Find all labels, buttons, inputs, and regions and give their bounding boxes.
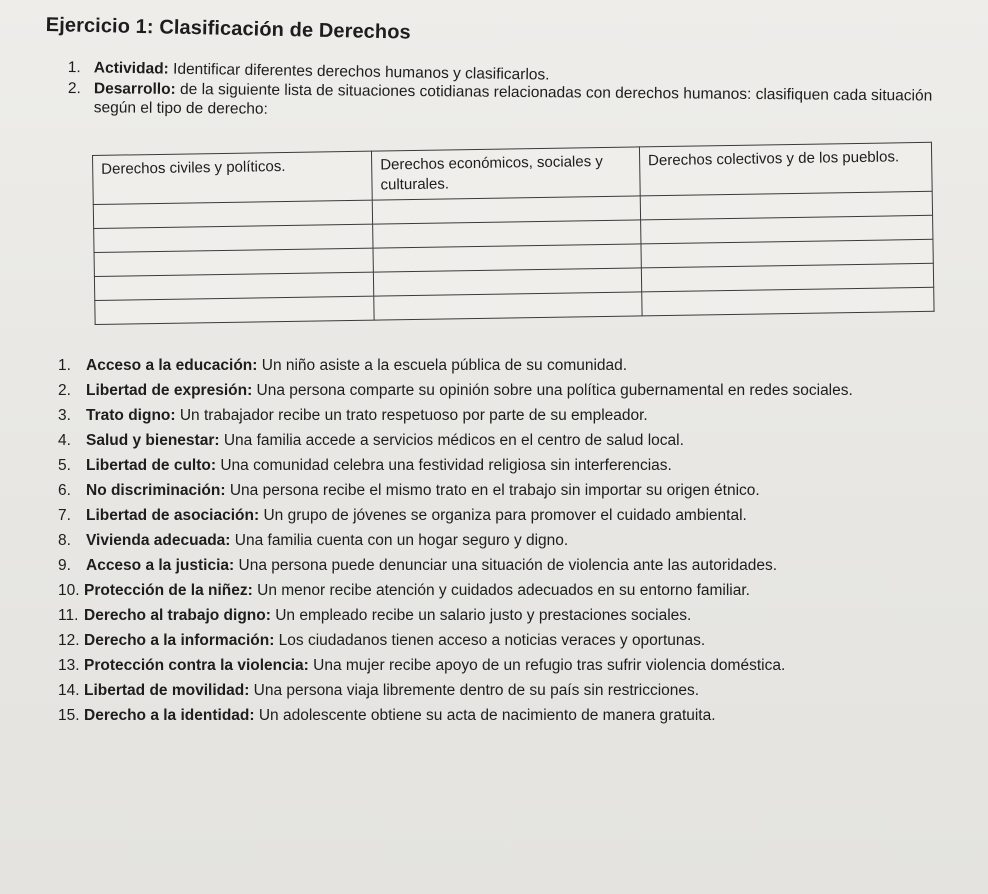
situation-label: Libertad de culto: — [86, 457, 217, 474]
situation-number: 4. — [58, 432, 71, 449]
situation-text: Una persona recibe el mismo trato en el trabajo sin importar su origen étnico. — [229, 482, 760, 499]
situation-text: Un menor recibe atención y cuidados adecuados en su entorno familiar. — [257, 582, 750, 599]
instruction-text: Identificar diferentes derechos humanos y clasificarlos. — [172, 60, 550, 84]
situation-number: 11. — [58, 607, 79, 624]
situation-item — [58, 431, 954, 451]
table-cell[interactable] — [642, 287, 934, 316]
situation-label: Protección contra la violencia: — [84, 657, 309, 674]
situation-text: Una comunidad celebra una festividad religiosa sin interferencias. — [220, 457, 672, 474]
situation-number: 8. — [58, 532, 71, 549]
situation-text: Los ciudadanos tienen acceso a noticias veraces y oportunas. — [278, 632, 706, 649]
instruction-text: de la siguiente lista de situaciones cotidianas relacionadas con derechos humanos: clasifiquen cada situación según el tipo de derecho: — [93, 80, 933, 118]
situation-number: 14. — [58, 682, 80, 699]
situation-item — [58, 606, 954, 626]
situation-item — [58, 506, 954, 526]
situation-number: 1. — [58, 357, 71, 374]
situation-item — [58, 481, 954, 501]
situation-number: 13. — [58, 657, 80, 674]
header-collective: Derechos colectivos y de los pueblos. — [639, 142, 932, 196]
instruction-number: 1. — [67, 58, 81, 77]
situation-label: Salud y bienestar: — [86, 432, 220, 449]
situation-text: Una familia accede a servicios médicos en el centro de salud local. — [223, 432, 684, 449]
situation-label: Acceso a la justicia: — [86, 557, 235, 574]
instruction-item — [68, 79, 948, 125]
situation-label: Derecho al trabajo digno: — [84, 607, 271, 624]
situation-item — [58, 706, 954, 726]
situation-item — [58, 556, 954, 576]
situation-item — [58, 406, 954, 426]
situation-label: Acceso a la educación: — [86, 357, 258, 374]
situation-label: Libertad de expresión: — [86, 382, 253, 399]
instruction-label: Desarrollo: — [93, 80, 176, 98]
situation-number: 6. — [58, 482, 71, 499]
situation-number: 7. — [58, 507, 71, 524]
situation-item — [58, 356, 954, 376]
situation-label: Trato digno: — [86, 407, 176, 424]
situation-text: Una persona puede denunciar una situación de violencia ante las autoridades. — [238, 557, 778, 574]
situation-text: Un adolescente obtiene su acta de nacimiento de manera gratuita. — [258, 707, 716, 724]
situation-text: Un trabajador recibe un trato respetuoso por parte de su empleador. — [179, 407, 648, 424]
instruction-label: Actividad: — [93, 59, 169, 78]
instructions-list — [68, 58, 948, 117]
situation-number: 15. — [58, 707, 80, 724]
situation-label: Libertad de asociación: — [86, 507, 260, 524]
instruction-number: 2. — [67, 79, 81, 98]
situation-item — [58, 631, 954, 651]
situation-number: 3. — [58, 407, 71, 424]
situation-label: Vivienda adecuada: — [86, 532, 231, 549]
header-economic-social-cultural: Derechos económicos, sociales y culturales. — [372, 147, 641, 200]
situation-number: 9. — [58, 557, 71, 574]
situation-item — [58, 381, 954, 401]
situation-label: Derecho a la información: — [84, 632, 275, 649]
situation-text: Un grupo de jóvenes se organiza para promover el cuidado ambiental. — [263, 507, 747, 524]
situation-item — [58, 656, 954, 676]
situation-text: Una familia cuenta con un hogar seguro y digno. — [234, 532, 569, 549]
situation-number: 5. — [58, 457, 71, 474]
page-title: Ejercicio 1: Clasificación de Derechos — [45, 14, 411, 44]
table-cell[interactable] — [374, 292, 642, 320]
situations-list — [58, 356, 954, 731]
situation-text: Una persona viaja libremente dentro de su país sin restricciones. — [253, 682, 700, 699]
situation-number: 2. — [58, 382, 71, 399]
situation-text: Un niño asiste a la escuela pública de su comunidad. — [261, 357, 628, 374]
classification-table — [92, 142, 935, 325]
situation-label: Derecho a la identidad: — [84, 707, 255, 724]
situation-text: Una persona comparte su opinión sobre una política gubernamental en redes sociales. — [256, 382, 853, 399]
situation-item — [58, 456, 954, 476]
situation-item — [58, 581, 954, 601]
situation-text: Una mujer recibe apoyo de un refugio tras sufrir violencia doméstica. — [313, 657, 786, 674]
situation-text: Un empleado recibe un salario justo y prestaciones sociales. — [275, 607, 692, 624]
situation-number: 12. — [58, 632, 80, 649]
table-cell[interactable] — [95, 296, 374, 324]
situation-label: No discriminación: — [86, 482, 226, 499]
situation-item — [58, 531, 954, 551]
situation-label: Protección de la niñez: — [84, 582, 253, 599]
header-civil-political: Derechos civiles y políticos. — [93, 151, 373, 204]
situation-item — [58, 681, 954, 701]
situation-number: 10. — [58, 582, 80, 599]
situation-label: Libertad de movilidad: — [84, 682, 250, 699]
